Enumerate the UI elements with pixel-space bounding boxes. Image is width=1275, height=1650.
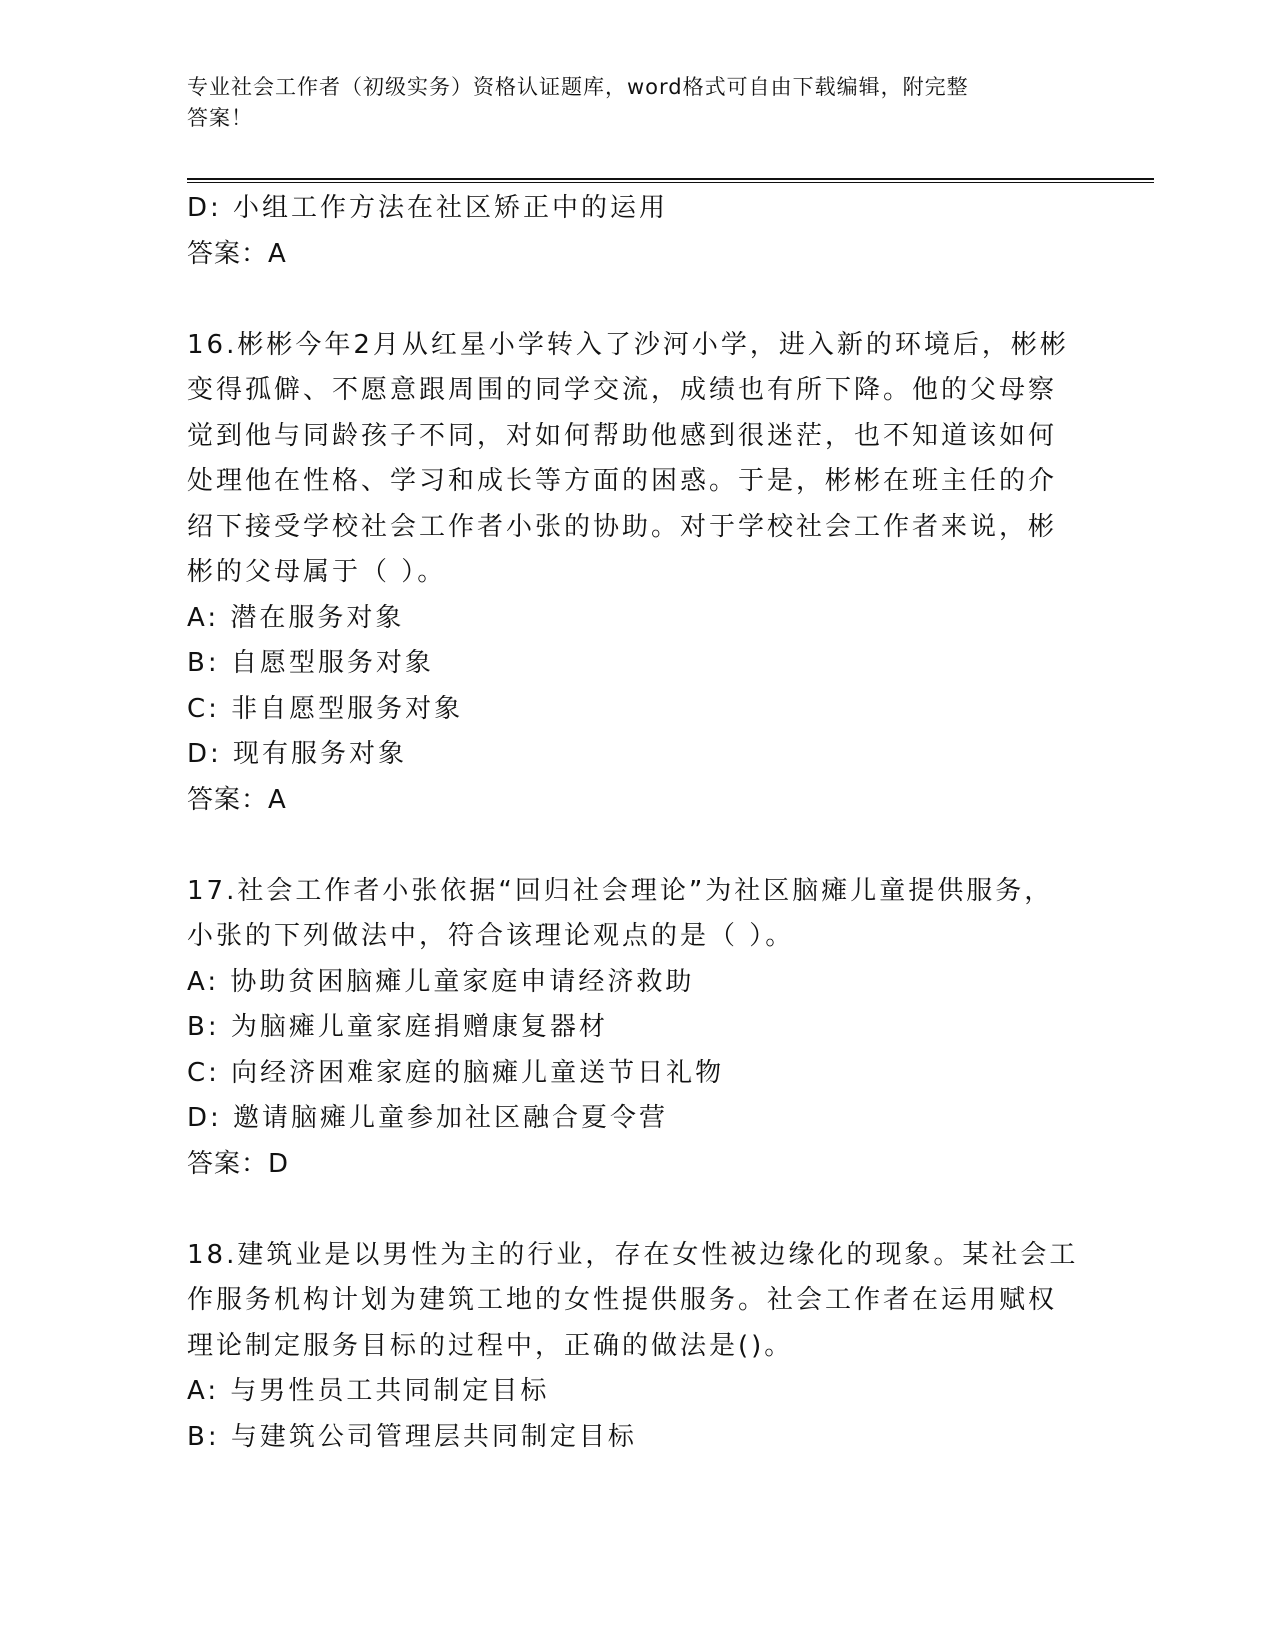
answer: 答案：D [187, 1148, 290, 1179]
option-b: B: 自愿型服务对象 [187, 648, 434, 678]
question-stem-line: 变得孤僻、不愿意跟周围的同学交流，成绩也有所下降。他的父母察 [187, 375, 1058, 405]
answer: 答案：A [187, 238, 287, 269]
question-stem-line: 作服务机构计划为建筑工地的女性提供服务。社会工作者在运用赋权 [187, 1285, 1058, 1315]
question-17 [187, 869, 1087, 1188]
option-d: D: 邀请脑瘫儿童参加社区融合夏令营 [187, 1103, 669, 1133]
page-header [187, 72, 1067, 134]
question-18 [187, 1233, 1087, 1461]
question-stem-line: 18.建筑业是以男性为主的行业，存在女性被边缘化的现象。某社会工 [187, 1239, 1079, 1270]
header-line-1: 专业社会工作者（初级实务）资格认证题库，word格式可自由下载编辑，附完整 [187, 75, 969, 99]
question-stem-line: 理论制定服务目标的过程中，正确的做法是()。 [187, 1330, 794, 1361]
question-stem-line: 处理他在性格、学习和成长等方面的困惑。于是，彬彬在班主任的介 [187, 466, 1058, 496]
header-line-2: 答案！ [187, 106, 253, 130]
option-c: C: 向经济困难家庭的脑瘫儿童送节日礼物 [187, 1057, 725, 1088]
option-d: D: 现有服务对象 [187, 739, 408, 769]
document-body [187, 186, 1087, 1460]
option-c: C: 非自愿型服务对象 [187, 693, 464, 724]
question-stem-line: 觉到他与同龄孩子不同，对如何帮助他感到很迷茫，也不知道该如何 [187, 420, 1058, 451]
option-d: D: 小组工作方法在社区矫正中的运用 [187, 193, 669, 223]
option-a: A: 协助贫困脑瘫儿童家庭申请经济救助 [187, 966, 695, 997]
question-stem-line: 绍下接受学校社会工作者小张的协助。对于学校社会工作者来说，彬 [187, 511, 1058, 542]
question-15-tail [187, 186, 1087, 277]
question-stem-line: 17.社会工作者小张依据“回归社会理论”为社区脑瘫儿童提供服务， [187, 875, 1054, 906]
option-b: B: 与建筑公司管理层共同制定目标 [187, 1421, 637, 1452]
question-16 [187, 323, 1087, 824]
question-stem-line: 小张的下列做法中，符合该理论观点的是（ ）。 [187, 921, 795, 951]
option-b: B: 为脑瘫儿童家庭捐赠康复器材 [187, 1012, 608, 1042]
answer: 答案：A [187, 784, 287, 815]
question-stem-line: 16.彬彬今年2月从红星小学转入了沙河小学，进入新的环境后，彬彬 [187, 329, 1069, 360]
option-a: A: 潜在服务对象 [187, 602, 405, 633]
question-stem-line: 彬的父母属于（ ）。 [187, 557, 447, 587]
option-a: A: 与男性员工共同制定目标 [187, 1376, 550, 1406]
header-divider [187, 178, 1154, 183]
